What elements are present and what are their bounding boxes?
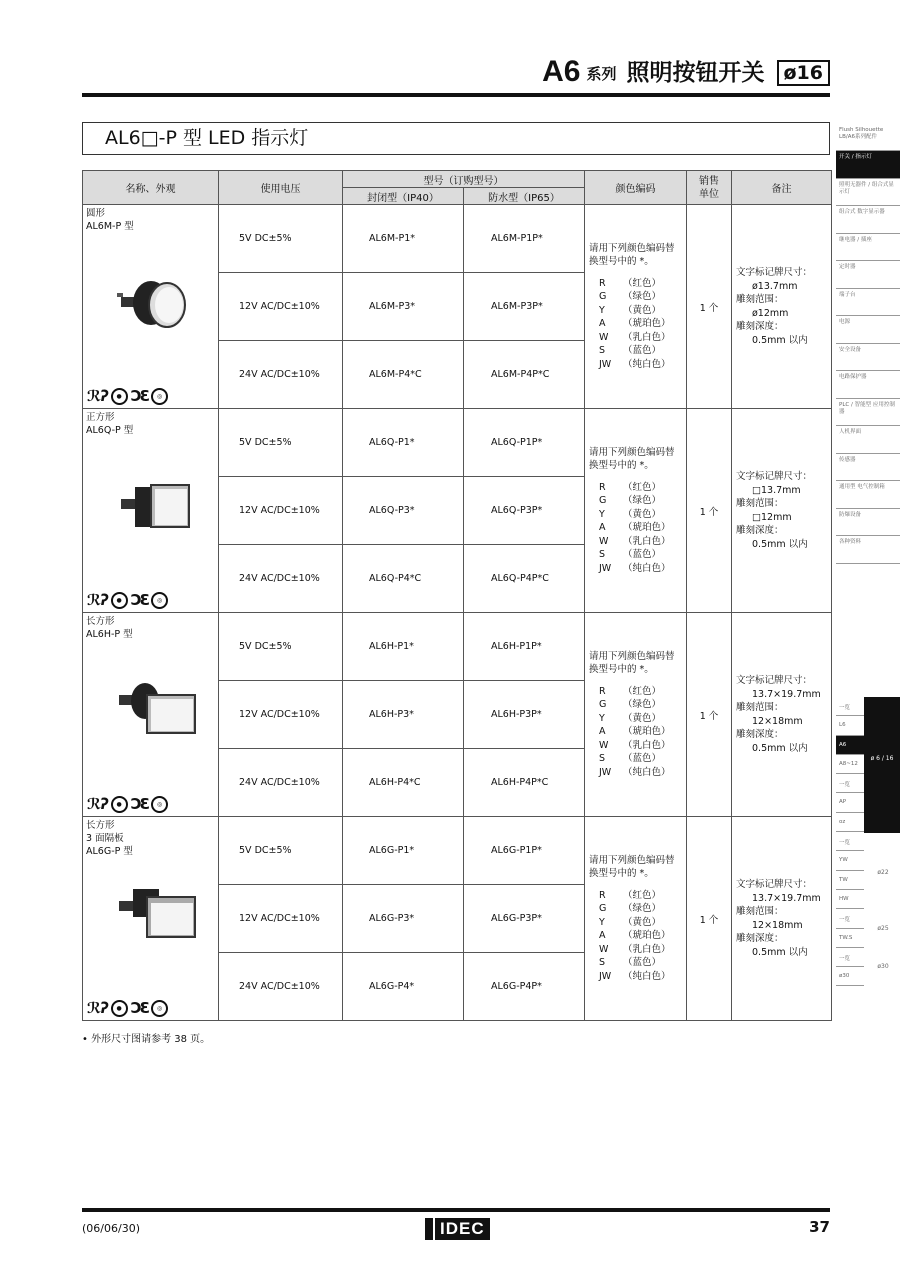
- color-code-name: （绿色）: [623, 903, 662, 915]
- side-subnav-item[interactable]: 一览: [836, 909, 864, 928]
- color-code-name: （纯白色）: [623, 766, 671, 778]
- color-code-cell: [585, 613, 687, 817]
- product-name: [86, 207, 215, 233]
- product-name-line: AL6G-P 型: [86, 846, 133, 857]
- sealed-model-cell: AL6G-P4*: [343, 953, 464, 1021]
- waterproof-model-cell: AL6H-P3P*: [464, 681, 585, 749]
- header-rule: [82, 93, 830, 97]
- note-line: □13.7mm: [752, 484, 801, 496]
- side-subnav-item[interactable]: A6: [836, 736, 864, 755]
- idec-logo: [425, 1217, 490, 1241]
- ul-mark-icon: ℛʔ: [87, 591, 108, 609]
- csa-mark-icon: ●: [111, 796, 128, 813]
- side-nav-item[interactable]: 电路保护器: [836, 371, 900, 399]
- footnote: • 外形尺寸图请参考 38 页。: [82, 1034, 211, 1045]
- color-code-item: [589, 344, 682, 358]
- color-code-letter: S: [599, 753, 606, 765]
- side-nav: [836, 124, 900, 564]
- product-name-cell: [83, 205, 219, 409]
- color-code-item: [589, 481, 682, 495]
- color-code-item: [589, 943, 682, 957]
- waterproof-model-cell: AL6M-P1P*: [464, 205, 585, 273]
- note-line: 13.7×19.7mm: [752, 688, 821, 700]
- product-name-cell: [83, 817, 219, 1021]
- ul-mark-icon: ℛʔ: [87, 999, 108, 1017]
- color-code-name: （黄色）: [623, 916, 662, 928]
- voltage-cell: 12V AC/DC±10%: [219, 681, 343, 749]
- color-code-letter: JW: [599, 358, 612, 370]
- color-code-item: [589, 725, 682, 739]
- note-line: 12×18mm: [752, 919, 803, 931]
- color-code-letter: Y: [599, 712, 605, 724]
- note-line: 文字标记牌尺寸：: [736, 267, 813, 278]
- product-table: [82, 170, 832, 1021]
- note-cell: [732, 205, 832, 409]
- color-code-name: （红色）: [623, 889, 662, 901]
- color-code-name: （纯白色）: [623, 358, 671, 370]
- color-code-letter: W: [599, 739, 609, 751]
- sealed-model-cell: AL6Q-P1*: [343, 409, 464, 477]
- color-code-intro: 请用下列颜色编码替换型号中的 *。: [589, 242, 675, 268]
- color-code-intro: 请用下列颜色编码替换型号中的 *。: [589, 650, 675, 676]
- side-nav-item[interactable]: 各种资料: [836, 536, 900, 564]
- side-subnav-item[interactable]: oz: [836, 813, 864, 832]
- waterproof-model-cell: AL6M-P4P*C: [464, 341, 585, 409]
- waterproof-model-cell: AL6G-P4P*: [464, 953, 585, 1021]
- note-line: 雕刻范围：: [736, 906, 784, 917]
- waterproof-model-cell: AL6Q-P4P*C: [464, 545, 585, 613]
- voltage-cell: 24V AC/DC±10%: [219, 953, 343, 1021]
- color-code-letter: Y: [599, 916, 605, 928]
- note-line: 12×18mm: [752, 715, 803, 727]
- color-code-letter: G: [599, 495, 607, 507]
- ul-mark-icon: ℛʔ: [87, 795, 108, 813]
- product-name-line: 正方形: [86, 412, 115, 423]
- color-code-item: [589, 277, 682, 291]
- color-code-item: [589, 535, 682, 549]
- color-code-letter: S: [599, 957, 606, 969]
- note-line: 雕刻深度：: [736, 321, 784, 332]
- product-name-line: 3 面隔板: [86, 833, 124, 844]
- note-line: 雕刻深度：: [736, 525, 784, 536]
- color-code-item: [589, 304, 682, 318]
- side-subnav-item[interactable]: TW: [836, 871, 864, 890]
- color-code-item: [589, 548, 682, 562]
- color-code-name: （蓝色）: [623, 753, 662, 765]
- side-subnav-item[interactable]: 一览: [836, 948, 864, 967]
- product-name-line: 长方形: [86, 616, 115, 627]
- color-code-item: [589, 290, 682, 304]
- color-code-name: （黄色）: [623, 304, 662, 316]
- indicator-lamp-image: [113, 269, 203, 339]
- color-code-item: [589, 508, 682, 522]
- product-name-line: AL6Q-P 型: [86, 425, 134, 436]
- note-line: 雕刻范围：: [736, 702, 784, 713]
- col-header-note: 备注: [732, 171, 832, 205]
- side-subnav-item[interactable]: 一览: [836, 832, 864, 851]
- section-title: AL6□-P 型 LED 指示灯: [82, 122, 830, 155]
- sealed-model-cell: AL6H-P3*: [343, 681, 464, 749]
- voltage-cell: 5V DC±5%: [219, 409, 343, 477]
- color-code-cell: [585, 205, 687, 409]
- color-code-item: [589, 331, 682, 345]
- color-code-name: （蓝色）: [623, 345, 662, 357]
- note-line: ø13.7mm: [752, 280, 798, 292]
- footer-date: (06/06/30): [82, 1222, 140, 1235]
- side-nav-item[interactable]: 安全设备: [836, 344, 900, 372]
- note-line: 雕刻范围：: [736, 294, 784, 305]
- color-code-item: [589, 752, 682, 766]
- color-code-letter: S: [599, 549, 606, 561]
- col-header-model: 型号（订购型号）: [343, 171, 585, 188]
- ccc-mark-icon: ◎: [151, 1000, 168, 1017]
- product-name-line: AL6M-P 型: [86, 221, 134, 232]
- ccc-mark-icon: ◎: [151, 388, 168, 405]
- side-subnav: [836, 697, 900, 987]
- product-name: [86, 615, 215, 641]
- color-code-item: [589, 970, 682, 984]
- color-code-intro: 请用下列颜色编码替换型号中的 *。: [589, 446, 675, 472]
- csa-mark-icon: ●: [111, 592, 128, 609]
- color-code-letter: S: [599, 345, 606, 357]
- color-code-letter: R: [599, 481, 606, 493]
- certification-marks: [87, 795, 168, 813]
- color-code-name: （绿色）: [623, 291, 662, 303]
- waterproof-model-cell: AL6G-P3P*: [464, 885, 585, 953]
- color-code-letter: W: [599, 943, 609, 955]
- voltage-cell: 12V AC/DC±10%: [219, 273, 343, 341]
- side-nav-item[interactable]: 开关 / 指示灯: [836, 151, 900, 179]
- side-nav-item[interactable]: PLC / 智能型 应用控制器: [836, 399, 900, 427]
- color-code-item: [589, 698, 682, 712]
- side-nav-item[interactable]: 传感器: [836, 454, 900, 482]
- voltage-cell: 24V AC/DC±10%: [219, 341, 343, 409]
- color-code-name: （红色）: [623, 277, 662, 289]
- side-nav-item[interactable]: 照明无器件 / 组合式显示灯: [836, 179, 900, 207]
- ce-mark-icon: ƆƐ: [130, 591, 149, 609]
- color-code-letter: R: [599, 889, 606, 901]
- side-subnav-size-label: ø25: [877, 925, 889, 932]
- color-code-item: [589, 494, 682, 508]
- sealed-model-cell: AL6M-P3*: [343, 273, 464, 341]
- csa-mark-icon: ●: [111, 1000, 128, 1017]
- col-header-unit: 销售 单位: [687, 171, 732, 205]
- side-subnav-list: [836, 697, 864, 986]
- ccc-mark-icon: ◎: [151, 592, 168, 609]
- color-code-intro: 请用下列颜色编码替换型号中的 *。: [589, 854, 675, 880]
- sales-unit-cell: 1 个: [687, 205, 732, 409]
- table-row: [83, 817, 832, 885]
- voltage-cell: 12V AC/DC±10%: [219, 477, 343, 545]
- note-line: 0.5mm 以内: [752, 334, 808, 346]
- side-nav-item[interactable]: 组合式 数字显示器: [836, 206, 900, 234]
- product-name: [86, 411, 215, 437]
- color-code-item: [589, 766, 682, 780]
- ce-mark-icon: ƆƐ: [130, 387, 149, 405]
- sealed-model-cell: AL6M-P4*C: [343, 341, 464, 409]
- note-line: 13.7×19.7mm: [752, 892, 821, 904]
- sealed-model-cell: AL6H-P1*: [343, 613, 464, 681]
- col-header-name: 名称、外观: [83, 171, 219, 205]
- color-code-cell: [585, 817, 687, 1021]
- note-cell: [732, 613, 832, 817]
- product-name-line: AL6H-P 型: [86, 629, 133, 640]
- side-subnav-item[interactable]: L6: [836, 716, 864, 735]
- ul-mark-icon: ℛʔ: [87, 387, 108, 405]
- note-line: 雕刻范围：: [736, 498, 784, 509]
- side-nav-item[interactable]: 端子台: [836, 289, 900, 317]
- color-code-item: [589, 521, 682, 535]
- color-code-item: [589, 902, 682, 916]
- side-subnav-size-label: ø30: [877, 963, 889, 970]
- side-nav-item[interactable]: 人机界面: [836, 426, 900, 454]
- color-code-letter: W: [599, 331, 609, 343]
- color-code-item: [589, 562, 682, 576]
- sales-unit-cell: 1 个: [687, 817, 732, 1021]
- color-code-letter: W: [599, 535, 609, 547]
- color-code-letter: G: [599, 291, 607, 303]
- table-row: [83, 205, 832, 273]
- color-code-letter: R: [599, 685, 606, 697]
- certification-marks: [87, 591, 168, 609]
- side-nav-item[interactable]: 电源: [836, 316, 900, 344]
- color-code-name: （琥珀色）: [623, 726, 671, 738]
- color-code-item: [589, 712, 682, 726]
- color-code-name: （蓝色）: [623, 957, 662, 969]
- note-line: 0.5mm 以内: [752, 742, 808, 754]
- side-nav-item[interactable]: Flush Silhouette LB/A6系列配件: [836, 124, 900, 151]
- sealed-model-cell: AL6G-P3*: [343, 885, 464, 953]
- color-code-name: （纯白色）: [623, 970, 671, 982]
- logo-text: IDEC: [435, 1218, 490, 1240]
- note-line: □12mm: [752, 511, 792, 523]
- color-code-letter: Y: [599, 508, 605, 520]
- table-row: [83, 409, 832, 477]
- color-code-letter: R: [599, 277, 606, 289]
- side-subnav-item[interactable]: YW: [836, 851, 864, 870]
- waterproof-model-cell: AL6Q-P3P*: [464, 477, 585, 545]
- side-subnav-item[interactable]: TW.S: [836, 929, 864, 948]
- side-subnav-item[interactable]: ø30: [836, 967, 864, 986]
- waterproof-model-cell: AL6G-P1P*: [464, 817, 585, 885]
- ce-mark-icon: ƆƐ: [130, 795, 149, 813]
- color-code-item: [589, 685, 682, 699]
- waterproof-model-cell: AL6Q-P1P*: [464, 409, 585, 477]
- color-code-name: （琥珀色）: [623, 522, 671, 534]
- color-code-name: （绿色）: [623, 495, 662, 507]
- logo-mark-icon: [425, 1218, 433, 1240]
- sealed-model-cell: AL6H-P4*C: [343, 749, 464, 817]
- table-row: [83, 613, 832, 681]
- page-number: 37: [809, 1218, 830, 1236]
- color-code-letter: A: [599, 318, 606, 330]
- certification-marks: [87, 999, 168, 1017]
- color-code-name: （乳白色）: [623, 331, 671, 343]
- col-header-color: 颜色编码: [585, 171, 687, 205]
- side-subnav-item[interactable]: HW: [836, 890, 864, 909]
- color-code-item: [589, 358, 682, 372]
- color-code-name: （蓝色）: [623, 549, 662, 561]
- product-name-cell: [83, 409, 219, 613]
- color-code-name: （黄色）: [623, 712, 662, 724]
- product-name-line: 长方形: [86, 820, 115, 831]
- note-line: 文字标记牌尺寸：: [736, 879, 813, 890]
- color-code-name: （乳白色）: [623, 739, 671, 751]
- waterproof-model-cell: AL6M-P3P*: [464, 273, 585, 341]
- color-code-letter: JW: [599, 766, 612, 778]
- note-line: 0.5mm 以内: [752, 538, 808, 550]
- color-code-name: （红色）: [623, 685, 662, 697]
- color-code-letter: A: [599, 726, 606, 738]
- sealed-model-cell: AL6G-P1*: [343, 817, 464, 885]
- color-code-item: [589, 739, 682, 753]
- color-code-name: （红色）: [623, 481, 662, 493]
- size-badge: ø16: [777, 60, 831, 86]
- waterproof-model-cell: AL6H-P4P*C: [464, 749, 585, 817]
- indicator-lamp-image: [113, 473, 203, 543]
- side-subnav-current: ø 6 / 16: [864, 697, 900, 833]
- product-name-cell: [83, 613, 219, 817]
- note-cell: [732, 817, 832, 1021]
- side-subnav-item[interactable]: A8~12: [836, 755, 864, 774]
- product-name-line: 圆形: [86, 208, 106, 219]
- side-subnav-item[interactable]: 一览: [836, 774, 864, 793]
- voltage-cell: 24V AC/DC±10%: [219, 545, 343, 613]
- sales-unit-cell: 1 个: [687, 409, 732, 613]
- ccc-mark-icon: ◎: [151, 796, 168, 813]
- sales-unit-cell: 1 个: [687, 613, 732, 817]
- color-code-letter: G: [599, 699, 607, 711]
- voltage-cell: 5V DC±5%: [219, 613, 343, 681]
- side-subnav-item[interactable]: 一览: [836, 697, 864, 716]
- side-subnav-size-label: ø22: [877, 869, 889, 876]
- certification-marks: [87, 387, 168, 405]
- color-code-letter: Y: [599, 304, 605, 316]
- note-line: 0.5mm 以内: [752, 946, 808, 958]
- color-code-letter: A: [599, 522, 606, 534]
- sealed-model-cell: AL6M-P1*: [343, 205, 464, 273]
- voltage-cell: 5V DC±5%: [219, 205, 343, 273]
- csa-mark-icon: ●: [111, 388, 128, 405]
- color-code-letter: A: [599, 930, 606, 942]
- note-line: 雕刻深度：: [736, 933, 784, 944]
- series-name: A6: [542, 55, 581, 88]
- indicator-lamp-image: [113, 677, 203, 747]
- color-code-name: （乳白色）: [623, 943, 671, 955]
- voltage-cell: 24V AC/DC±10%: [219, 749, 343, 817]
- indicator-lamp-image: [113, 881, 203, 951]
- color-code-letter: G: [599, 903, 607, 915]
- col-header-voltage: 使用电压: [219, 171, 343, 205]
- color-code-name: （乳白色）: [623, 535, 671, 547]
- waterproof-model-cell: AL6H-P1P*: [464, 613, 585, 681]
- color-code-item: [589, 956, 682, 970]
- color-code-item: [589, 889, 682, 903]
- voltage-cell: 12V AC/DC±10%: [219, 885, 343, 953]
- note-line: 文字标记牌尺寸：: [736, 675, 813, 686]
- color-code-letter: JW: [599, 970, 612, 982]
- series-suffix: 系列: [586, 65, 617, 83]
- footer-rule: [82, 1208, 830, 1212]
- ce-mark-icon: ƆƐ: [130, 999, 149, 1017]
- product-name: [86, 819, 215, 858]
- note-line: 文字标记牌尺寸：: [736, 471, 813, 482]
- side-subnav-item[interactable]: AP: [836, 793, 864, 812]
- col-header-waterproof: 防水型（IP65）: [464, 188, 585, 205]
- color-code-name: （黄色）: [623, 508, 662, 520]
- sealed-model-cell: AL6Q-P4*C: [343, 545, 464, 613]
- color-code-item: [589, 929, 682, 943]
- color-code-cell: [585, 409, 687, 613]
- color-code-item: [589, 916, 682, 930]
- side-nav-item[interactable]: 通用型 电气控制箱: [836, 481, 900, 509]
- side-nav-item[interactable]: 定时器: [836, 261, 900, 289]
- color-code-item: [589, 317, 682, 331]
- color-code-name: （琥珀色）: [623, 318, 671, 330]
- note-line: 雕刻深度：: [736, 729, 784, 740]
- color-code-name: （纯白色）: [623, 562, 671, 574]
- page-title: 照明按钮开关: [626, 60, 765, 86]
- col-header-sealed: 封闭型（IP40）: [343, 188, 464, 205]
- side-nav-item[interactable]: 防爆设备: [836, 509, 900, 537]
- color-code-name: （琥珀色）: [623, 930, 671, 942]
- color-code-name: （绿色）: [623, 699, 662, 711]
- note-line: ø12mm: [752, 307, 789, 319]
- color-code-letter: JW: [599, 562, 612, 574]
- side-nav-item[interactable]: 继电器 / 插座: [836, 234, 900, 262]
- sealed-model-cell: AL6Q-P3*: [343, 477, 464, 545]
- note-cell: [732, 409, 832, 613]
- voltage-cell: 5V DC±5%: [219, 817, 343, 885]
- page-header: [542, 55, 830, 87]
